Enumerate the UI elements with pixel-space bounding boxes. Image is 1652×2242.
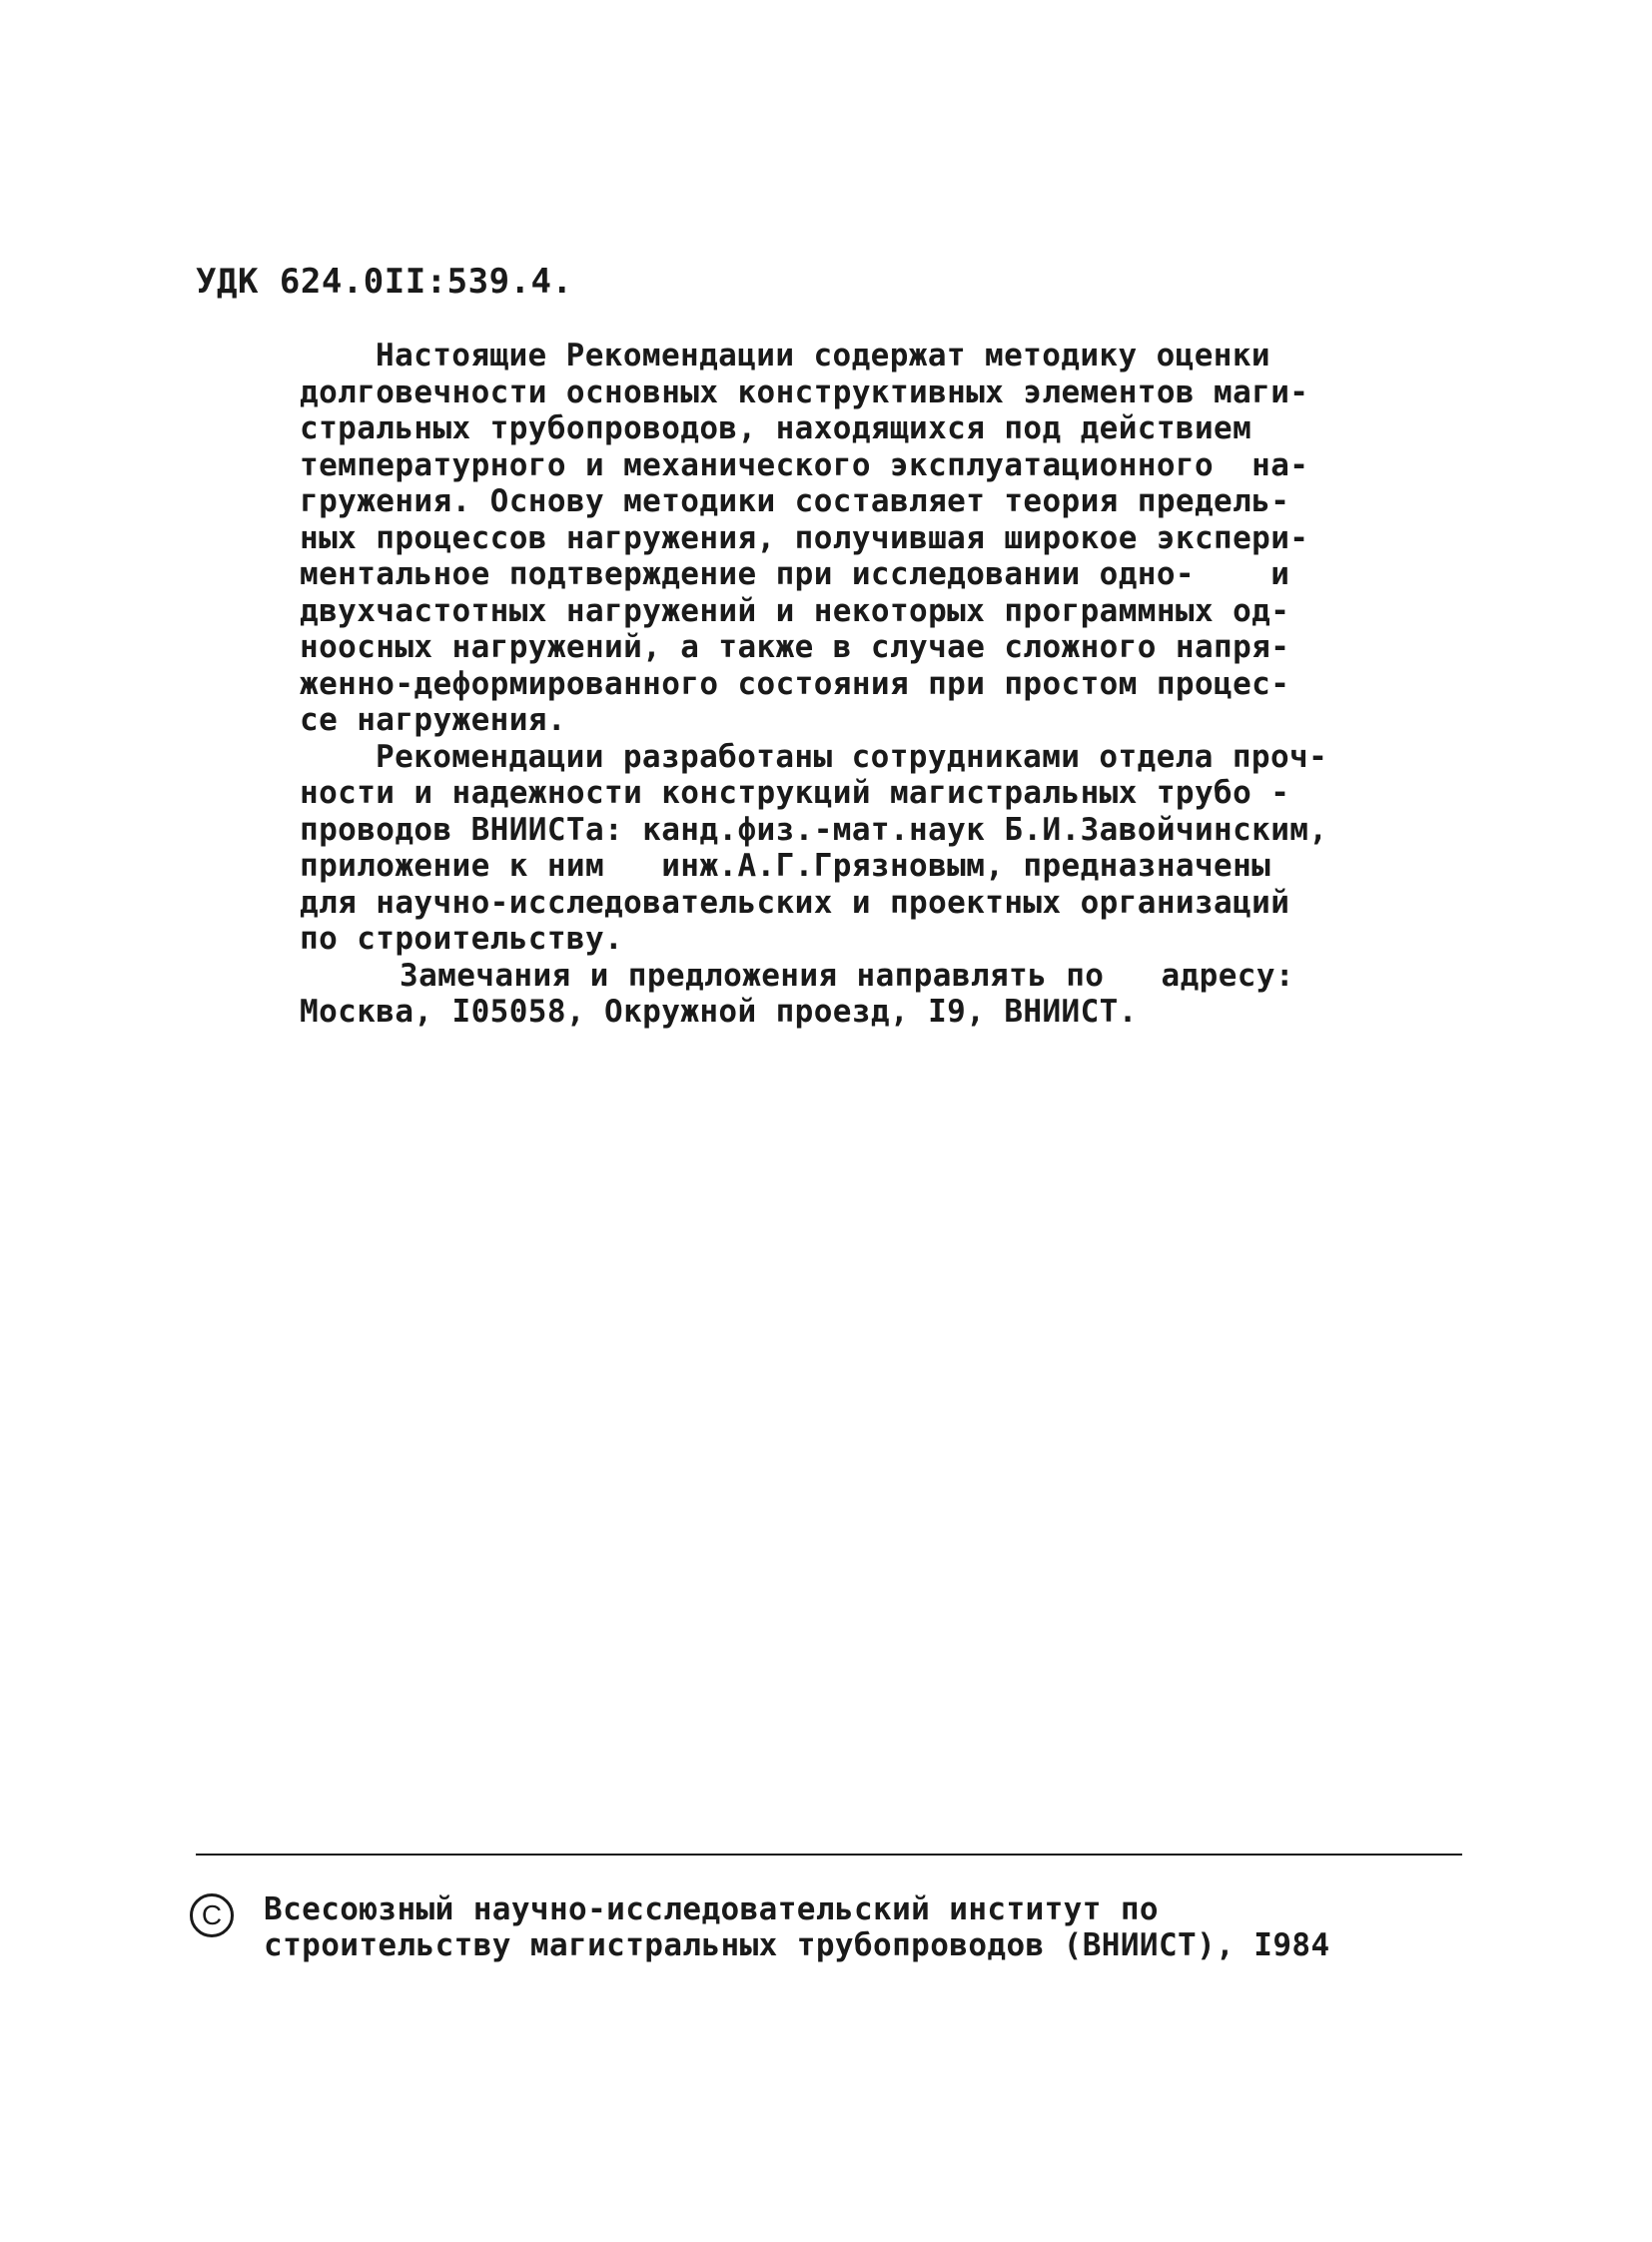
body-line: ментальное подтверждение при исследовании одно- и <box>300 556 1290 592</box>
body-line: женно-деформированного состояния при простом процес- <box>300 665 1290 702</box>
body-line: долговечности основных конструктивных элементов маги- <box>300 374 1309 410</box>
body-line: Замечания и предложения направлять по адресу: <box>400 957 1294 994</box>
body-line: стральных трубопроводов, находящихся под действием <box>300 410 1252 446</box>
body-line: температурного и механического эксплуатационного на- <box>300 446 1309 483</box>
body-text <box>300 338 1398 1031</box>
body-line: для научно-исследовательских и проектных организаций <box>300 884 1290 921</box>
copyright-icon: C <box>190 1893 234 1937</box>
body-line: Рекомендации разработаны сотрудниками отдела проч- <box>376 738 1328 775</box>
body-line: се нагружения. <box>300 702 566 738</box>
copyright-line: строительству магистральных трубопроводов (ВНИИСТ), I984 <box>264 1927 1330 1963</box>
body-line: проводов ВНИИСТа: канд.физ.-мат.наук Б.И.Завойчинским, <box>300 811 1328 848</box>
body-line: ности и надежности конструкций магистральных трубо - <box>300 775 1290 811</box>
udk-code: УДК 624.0II:539.4. <box>196 262 573 302</box>
footer-divider <box>196 1854 1462 1856</box>
copyright-text <box>264 1891 1330 1963</box>
body-line: Настоящие Рекомендации содержат методику оценки <box>376 338 1270 374</box>
body-line: ных процессов нагружения, получившая широкое экспери- <box>300 519 1309 556</box>
body-line: двухчастотных нагружений и некоторых программных од- <box>300 592 1290 629</box>
body-line: по строительству. <box>300 921 624 957</box>
body-line: приложение к ним инж.А.Г.Грязновым, предназначены <box>300 848 1271 884</box>
body-line: Москва, I05058, Окружной проезд, I9, ВНИИСТ. <box>300 994 1138 1030</box>
body-line: гружения. Основу методики составляет теория предель- <box>300 483 1290 519</box>
copyright-line: Всесоюзный научно-исследовательский институт по <box>264 1891 1159 1927</box>
body-line: ноосных нагружений, а также в случае сложного напря- <box>300 629 1290 665</box>
